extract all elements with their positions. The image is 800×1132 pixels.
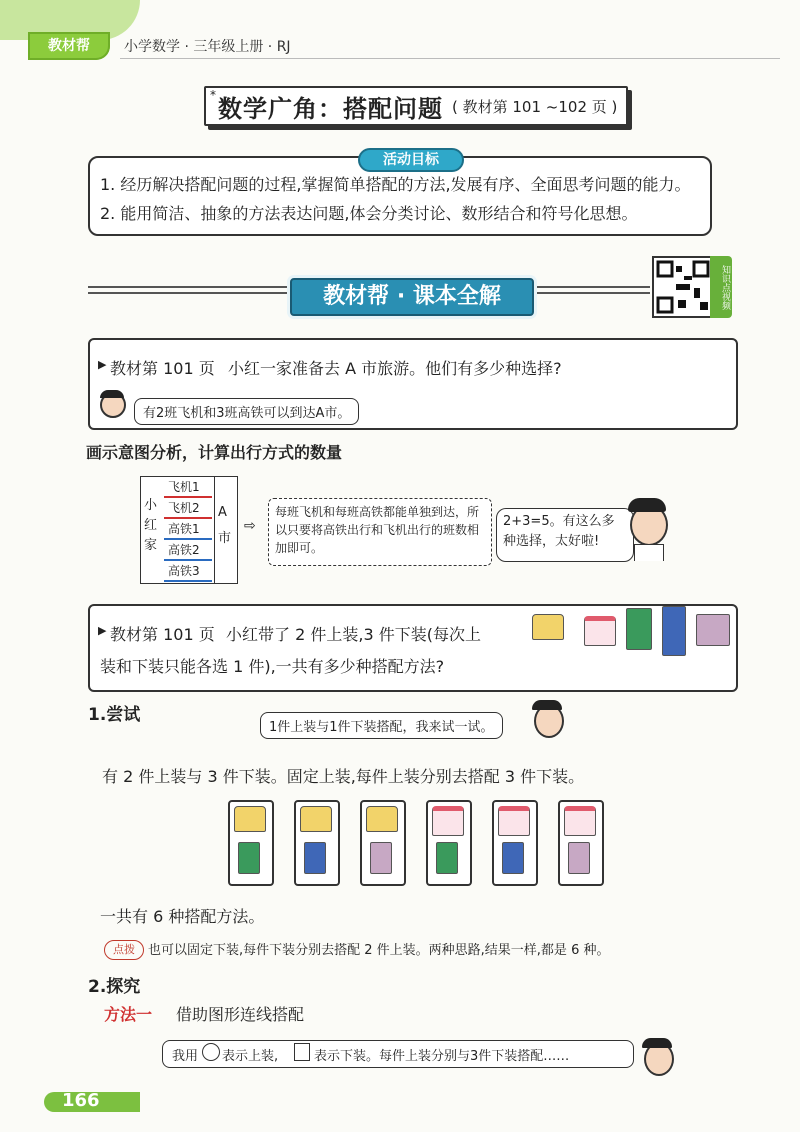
page-subtitle: ( 教材第 101 ~102 页 ) [452,98,618,116]
section-1-title: 1.尝试 [88,705,141,725]
bottom-garment-icon [238,842,260,874]
yellow-top-icon [532,614,564,640]
method-label: 方法一 [104,1005,153,1024]
question-text-line2: 装和下装只能各选 1 件),一共有多少种搭配方法? [100,657,445,676]
blue-pants-icon [662,606,686,656]
girl-collar [634,544,664,561]
explanation-note: 每班飞机和每班高铁都能单独到达，所以只要将高铁出行和飞机出行的班数相加即可。 [268,498,492,566]
route-label: 飞机2 [168,501,200,515]
question-ref: 教材第 101 页 [110,625,215,644]
tip-text: 也可以固定下装,每件下装分别去搭配 2 件上装。两种思路,结果一样,都是 6 种。 [148,943,610,958]
goals-badge: 活动目标 [358,148,464,172]
bottom-garment-icon [568,842,590,874]
section-banner: 教材帮 · 课本全解 [290,278,534,316]
destination-label: A市 [218,505,232,546]
route-label: 高铁2 [168,543,200,557]
explanation-line: 有 2 件上装与 3 件下装。固定上装,每件上装分别去搭配 3 件下装。 [102,767,585,786]
triangle-bullet-icon: ▶ [98,358,107,371]
bottom-garment-icon [304,842,326,874]
qr-code-icon[interactable] [652,256,714,318]
top-garment-icon [234,806,266,832]
banner-rule-right [534,286,650,288]
route-arrow [164,496,212,498]
top-garment-icon [366,806,398,832]
origin-label: 小红家 [144,498,158,553]
page-title: 数学广角：搭配问题 [218,95,443,123]
goal-item: 2. 能用简洁、抽象的方法表达问题,体会分类讨论、数形结合和符号化思想。 [100,204,638,223]
question-text-line1: 小红带了 2 件上装,3 件下装(每次上 [226,625,481,644]
bottom-garment-icon [370,842,392,874]
speech-bubble: 1件上装与1件下装搭配，我来试一试。 [260,712,503,739]
method-text: 借助图形连线搭配 [176,1005,305,1024]
route-label: 高铁1 [168,522,200,536]
title-star: * [210,88,216,102]
result-line: 一共有 6 种搭配方法。 [100,907,265,926]
banner-rule-left [88,286,288,288]
route-arrow [164,580,212,582]
purple-skirt-icon [696,614,730,646]
boy-hair [642,1038,672,1048]
top-garment-icon [300,806,332,832]
page-number: 166 [62,1090,100,1111]
breadcrumb: 小学数学 · 三年级上册 · RJ [124,39,291,55]
bottom-garment-icon [502,842,524,874]
goal-item: 1. 经历解决搭配问题的过程,掌握简单搭配的方法,发展有序、全面思考问题的能力。 [100,175,691,194]
circle-shape-icon [202,1043,220,1061]
speech-part: 表示上装, [222,1049,279,1064]
route-arrow [164,538,212,540]
bottom-garment-icon [436,842,458,874]
route-arrow [164,559,212,561]
header-tab [28,32,110,60]
tip-badge: 点拨 [104,940,144,960]
question-text: 小红一家准备去 A 市旅游。他们有多少种选择? [228,359,562,378]
analysis-title: 画示意图分析，计算出行方式的数量 [86,443,343,462]
qr-label: 知识点视频 [710,256,732,318]
route-label: 高铁3 [168,564,200,578]
banner-rule-left [88,292,288,294]
question-ref: 教材第 101 页 [110,359,215,378]
speech-part: 我用 [172,1049,199,1064]
top-garment-icon [432,806,464,836]
arrow-right-icon: ⇨ [244,518,256,534]
section-2-title: 2.探究 [88,977,141,997]
speech-part: 表示下装。每件上装分别与3件下装搭配…… [314,1049,570,1064]
square-shape-icon [294,1043,310,1061]
header-divider [120,58,780,59]
top-garment-icon [498,806,530,836]
speech-bubble: 有2班飞机和3班高铁可以到达A市。 [134,398,359,425]
triangle-bullet-icon: ▶ [98,624,107,637]
girl-hair [628,498,666,512]
route-label: 飞机1 [168,480,200,494]
pink-top-icon [584,616,616,646]
speech-bubble: 2+3=5。有这么多种选择，太好啦! [496,508,634,562]
route-arrow [164,517,212,519]
boy-hair [100,390,124,398]
banner-rule-right [534,292,650,294]
header-tab-label: 教材帮 [48,38,90,54]
top-garment-icon [564,806,596,836]
girl-hair [532,700,562,710]
green-skirt-icon [626,608,652,650]
